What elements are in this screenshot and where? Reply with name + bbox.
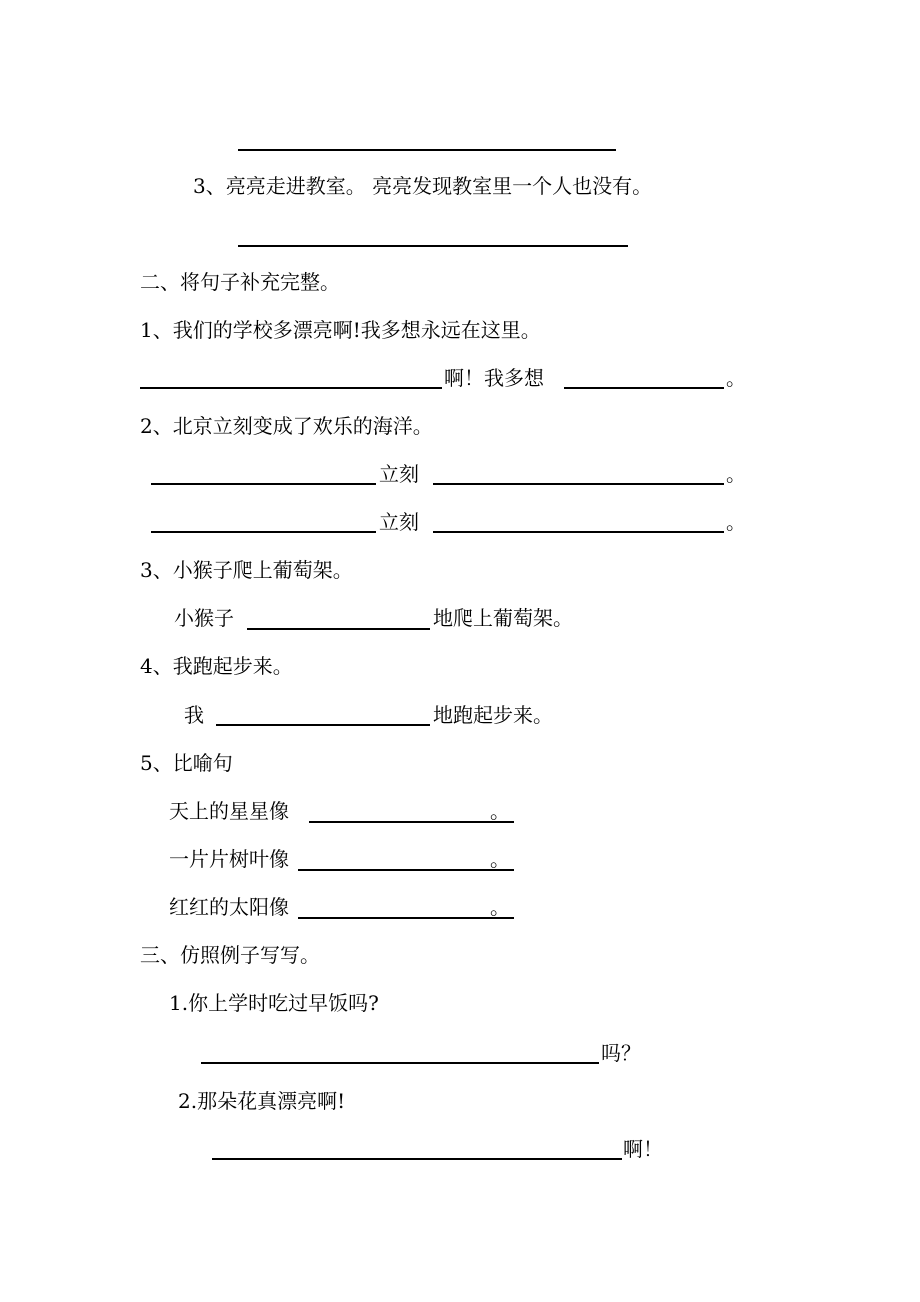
sentence-end: 。 <box>726 510 746 534</box>
question-prompt: 1、我们的学校多漂亮啊!我多想永远在这里。 <box>140 318 541 342</box>
answer-line[interactable] <box>564 387 724 389</box>
answer-line[interactable] <box>309 821 514 823</box>
sentence-end: 。 <box>490 799 510 823</box>
sentence-fragment: 立刻 <box>379 462 419 486</box>
sentence-fragment: 立刻 <box>379 510 419 534</box>
section-heading: 三、仿照例子写写。 <box>140 943 320 967</box>
answer-line[interactable] <box>151 531 376 533</box>
sentence-end: 啊！ <box>623 1137 663 1161</box>
sentence-fragment: 红红的太阳像 <box>169 895 289 919</box>
answer-line[interactable] <box>140 387 442 389</box>
answer-line[interactable] <box>212 1158 622 1160</box>
answer-line[interactable] <box>247 628 430 630</box>
question-prompt: 5、比喻句 <box>140 751 233 775</box>
answer-line[interactable] <box>238 149 616 151</box>
sentence-end: 。 <box>726 366 746 390</box>
sentence-fragment: 我 <box>184 703 204 727</box>
example-sentence: 2.那朵花真漂亮啊! <box>178 1089 346 1113</box>
question-prompt: 4、我跑起步来。 <box>140 654 293 678</box>
answer-line[interactable] <box>433 483 724 485</box>
sentence-fragment: 地跑起步来。 <box>433 703 553 727</box>
sentence-end: 。 <box>490 847 510 871</box>
sentence-end: 吗？ <box>601 1041 641 1065</box>
answer-line[interactable] <box>238 245 628 247</box>
sentence-fragment: 地爬上葡萄架。 <box>433 606 573 630</box>
answer-line[interactable] <box>433 531 724 533</box>
answer-line[interactable] <box>151 483 376 485</box>
answer-line[interactable] <box>216 724 430 726</box>
question-prompt: 3、小猴子爬上葡萄架。 <box>140 558 353 582</box>
example-sentence: 1.你上学时吃过早饭吗? <box>169 991 379 1015</box>
answer-line[interactable] <box>298 917 514 919</box>
answer-line[interactable] <box>201 1062 599 1064</box>
sentence-fragment: 一片片树叶像 <box>169 847 289 871</box>
sentence-end: 。 <box>726 462 746 486</box>
sentence-fragment: 天上的星星像 <box>169 799 289 823</box>
sentence-fragment: 小猴子 <box>174 606 234 630</box>
sentence-fragment: 啊！我多想 <box>444 366 544 390</box>
question-prompt: 2、北京立刻变成了欢乐的海洋。 <box>140 414 433 438</box>
section-heading: 二、将句子补充完整。 <box>140 270 340 294</box>
answer-line[interactable] <box>298 869 514 871</box>
question-item: 3、亮亮走进教室。 亮亮发现教室里一个人也没有。 <box>193 174 653 198</box>
sentence-end: 。 <box>490 895 510 919</box>
